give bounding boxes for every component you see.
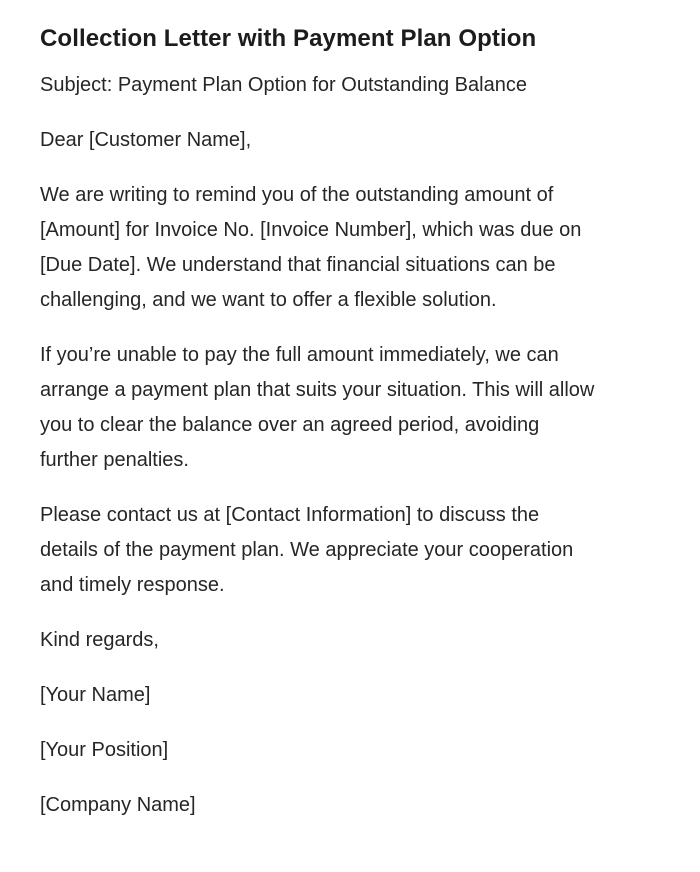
closing: Kind regards, <box>40 629 159 651</box>
letter-body <box>40 68 700 823</box>
signature-your-position: [Your Position] <box>40 739 169 761</box>
body-paragraph-3: Please contact us at [Contact Information] to discuss the details of the payment plan. We appreciate your cooperation and timely response. <box>40 504 574 596</box>
signature-company-name: [Company Name] <box>40 794 196 816</box>
page-title: Collection Letter with Payment Plan Option <box>40 25 537 52</box>
signature-your-name: [Your Name] <box>40 684 151 706</box>
salutation: Dear [Customer Name], <box>40 129 252 151</box>
body-paragraph-1: We are writing to remind you of the outstanding amount of [Amount] for Invoice No. [Invoice Number], which was due on [Due Date]. We understand that financial situations can be challenging, and we want to offer a flexible solution. <box>40 184 582 311</box>
subject-line: Subject: Payment Plan Option for Outstanding Balance <box>40 74 527 96</box>
body-paragraph-2: If you’re unable to pay the full amount immediately, we can arrange a payment plan that suits your situation. This will allow you to clear the balance over an agreed period, avoiding further penalties. <box>40 344 595 471</box>
